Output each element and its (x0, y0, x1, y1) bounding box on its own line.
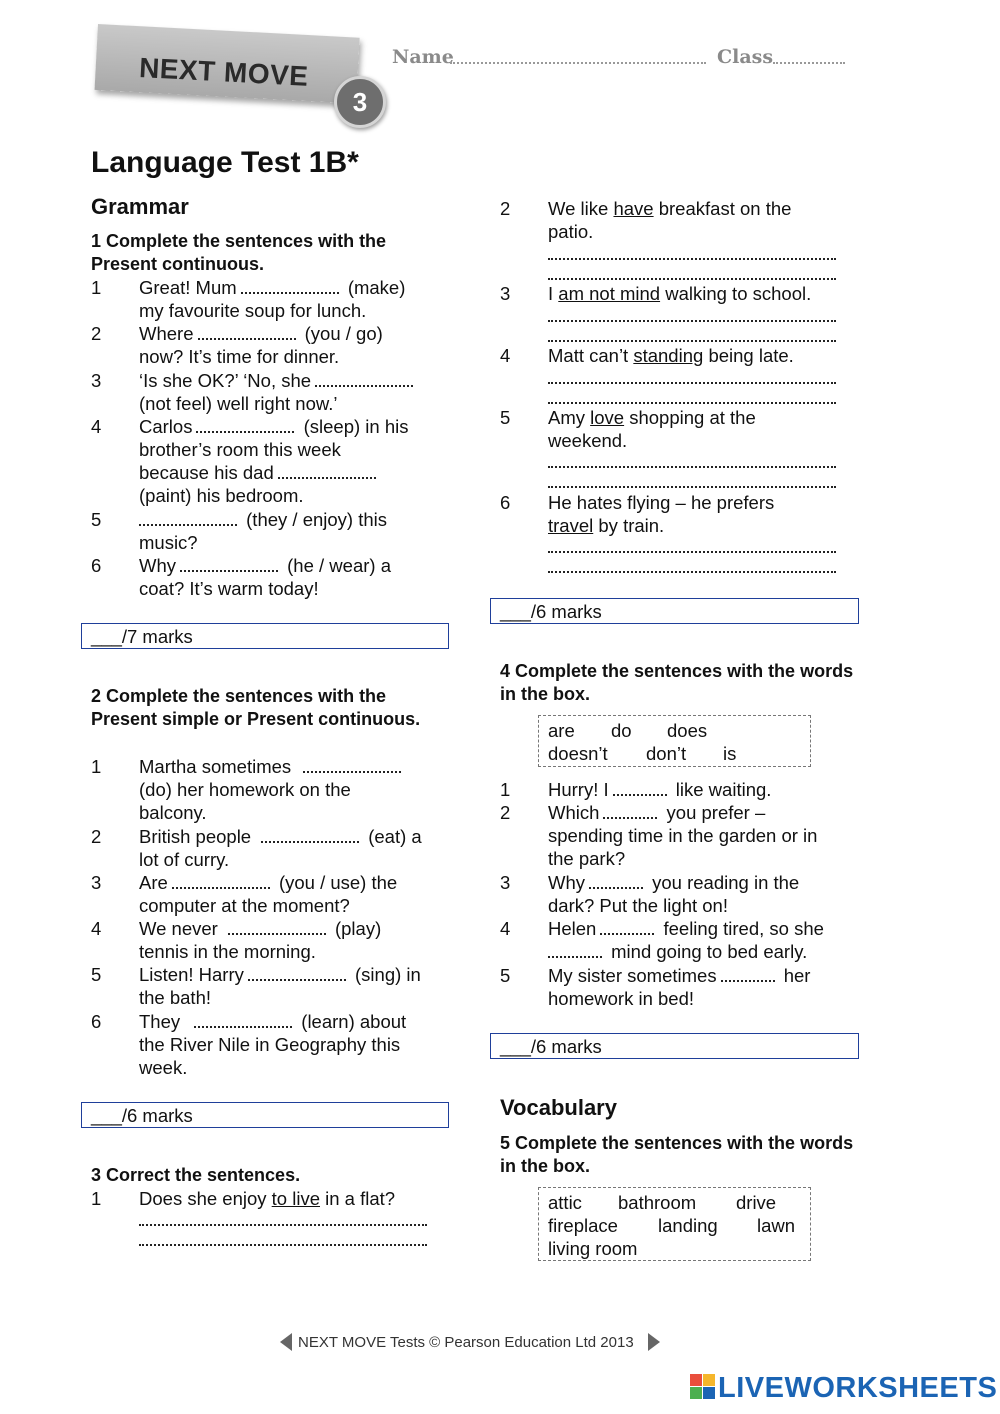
prev-page-arrow-icon[interactable] (280, 1333, 292, 1351)
answer-blank[interactable] (180, 556, 278, 572)
footer-copyright: NEXT MOVE Tests © Pearson Education Ltd 2013 (298, 1334, 634, 1351)
box-word: fireplace (548, 1215, 618, 1236)
answer-blank[interactable] (139, 510, 237, 526)
ex3-marks-box[interactable]: ___/6 marks (490, 598, 859, 624)
answer-line[interactable] (548, 402, 836, 404)
liveworksheets-brand: LIVEWORKSHEETS (718, 1372, 998, 1404)
ex1-marks-box[interactable]: ___/7 marks (81, 623, 449, 649)
box-word: don’t (646, 743, 687, 764)
answer-line[interactable] (548, 278, 836, 280)
name-label: Name (392, 46, 454, 68)
ex5-instruction: 5 Complete the sentences with the words in the box. (500, 1133, 854, 1176)
box-word: attic (548, 1192, 582, 1213)
ex4-instruction: 4 Complete the sentences with the words in the box. (500, 661, 854, 704)
answer-blank[interactable] (228, 919, 326, 935)
answer-line[interactable] (548, 320, 836, 322)
answer-line[interactable] (139, 1224, 427, 1226)
answer-line[interactable] (548, 466, 836, 468)
ex1-instruction: 1 Complete the sentences with the Present continuous. (91, 231, 387, 274)
next-page-arrow-icon[interactable] (648, 1333, 660, 1351)
answer-blank[interactable] (548, 942, 602, 958)
page-title: Language Test 1B* (91, 146, 359, 179)
answer-blank[interactable] (315, 371, 413, 387)
answer-blank[interactable] (194, 1012, 292, 1028)
liveworksheets-logo-icon (690, 1374, 716, 1400)
ex2-marks-box[interactable]: ___/6 marks (81, 1102, 449, 1128)
box-word: are (548, 720, 575, 741)
answer-blank[interactable] (613, 780, 667, 796)
answer-blank[interactable] (248, 965, 346, 981)
box-word: is (723, 743, 737, 764)
answer-blank[interactable] (303, 757, 401, 773)
box-word: bathroom (618, 1192, 697, 1213)
answer-line[interactable] (139, 1244, 427, 1246)
answer-blank[interactable] (198, 324, 296, 340)
section-vocabulary: Vocabulary (500, 1095, 617, 1120)
box-word: does (667, 720, 708, 741)
box-word: lawn (757, 1215, 796, 1236)
answer-blank[interactable] (721, 966, 775, 982)
answer-blank[interactable] (603, 803, 657, 819)
box-word: living room (548, 1238, 638, 1259)
ex3-instruction: 3 Correct the sentences. (91, 1165, 301, 1185)
box-word: landing (658, 1215, 718, 1236)
ex5-word-box (538, 1187, 811, 1261)
answer-line[interactable] (548, 486, 836, 488)
answer-blank[interactable] (261, 827, 359, 843)
answer-line[interactable] (548, 571, 836, 573)
box-word: do (611, 720, 632, 741)
box-word: drive (736, 1192, 777, 1213)
answer-line[interactable] (548, 340, 836, 342)
answer-blank[interactable] (241, 278, 339, 294)
box-word: doesn’t (548, 743, 608, 764)
ex4-word-box (538, 715, 811, 767)
logo-level-badge: 3 (334, 76, 386, 128)
answer-line[interactable] (548, 258, 836, 260)
section-grammar: Grammar (91, 194, 189, 219)
answer-blank[interactable] (172, 873, 270, 889)
name-field[interactable] (450, 62, 706, 64)
answer-blank[interactable] (278, 463, 376, 479)
ex2-instruction: 2 Complete the sentences with the Present simple or Present continuous. (91, 686, 421, 729)
logo-text: NEXT MOVE (138, 52, 310, 92)
answer-blank[interactable] (600, 919, 654, 935)
answer-blank[interactable] (589, 873, 643, 889)
answer-blank[interactable] (196, 417, 294, 433)
answer-line[interactable] (548, 551, 836, 553)
class-field[interactable] (773, 62, 845, 64)
ex4-marks-box[interactable]: ___/6 marks (490, 1033, 859, 1059)
class-label: Class (717, 46, 774, 68)
answer-line[interactable] (548, 382, 836, 384)
